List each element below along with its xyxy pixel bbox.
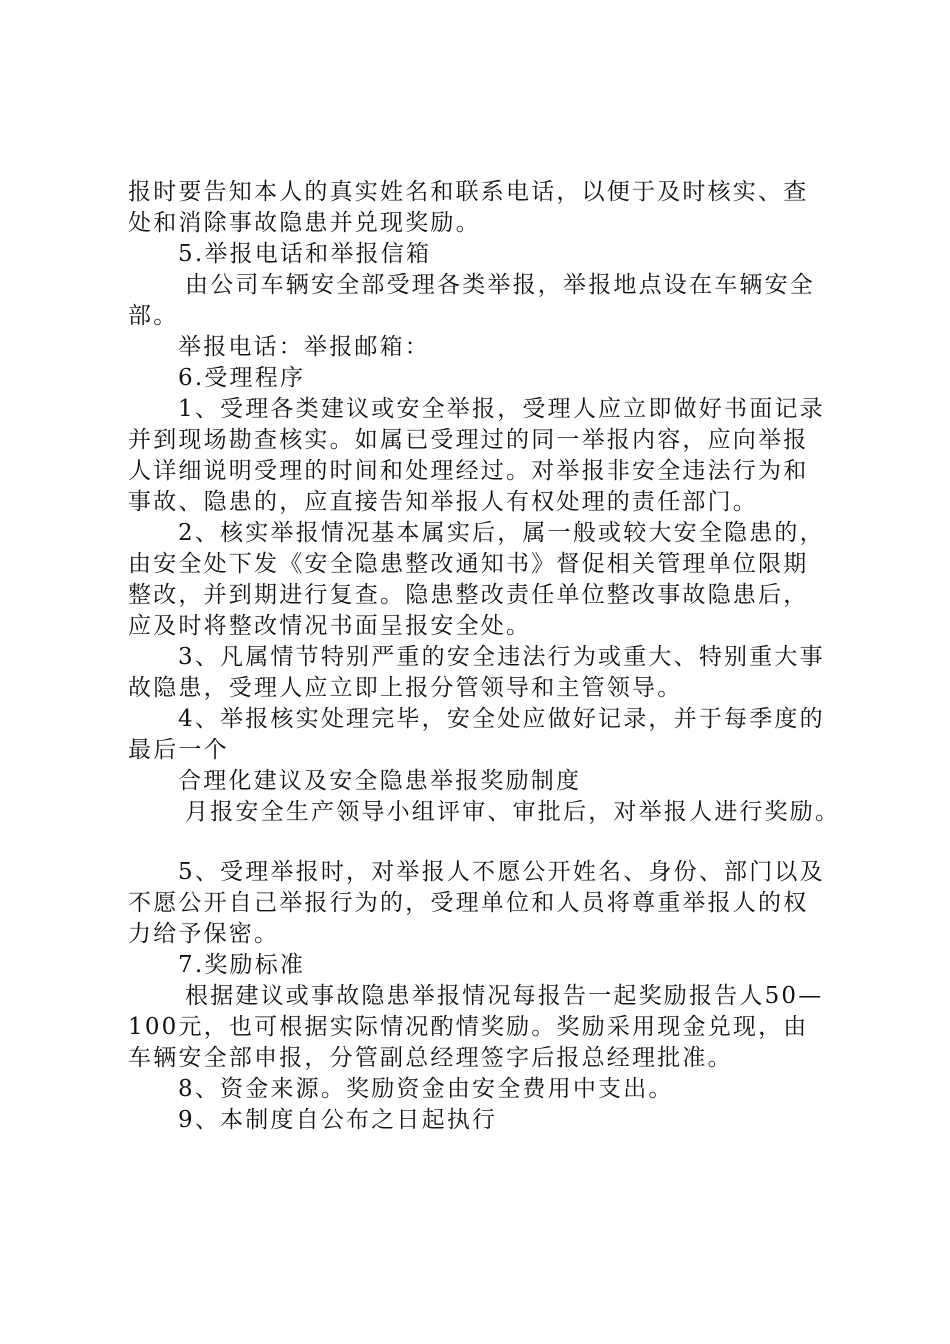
paragraph-line: 月报安全生产领导小组评审、审批后，对举报人进行奖励。 [185, 799, 841, 825]
paragraph-line: 2、核实举报情况基本属实后，属一般或较大安全隐患的， [178, 520, 825, 546]
paragraph-line: 3、凡属情节特别严重的安全违法行为或重大、特别重大事 [178, 644, 825, 670]
paragraph-line: 力给予保密。 [128, 921, 280, 947]
paragraph-line: 1、受理各类建议或安全举报，受理人应立即做好书面记录 [178, 396, 825, 422]
paragraph-line: 故隐患，受理人应立即上报分管领导和主管领导。 [128, 675, 683, 701]
paragraph-line: 处和消除事故隐患并兑现奖励。 [128, 210, 481, 236]
running-header: 合理化建议及安全隐患举报奖励制度 [178, 768, 582, 794]
paragraph-line: 8、资金来源。奖励资金由安全费用中支出。 [178, 1076, 674, 1102]
paragraph-line: 4、举报核实处理完毕，安全处应做好记录，并于每季度的 [178, 706, 825, 732]
paragraph-line: 9、本制度自公布之日起执行 [178, 1107, 498, 1133]
paragraph-line: 5、受理举报时，对举报人不愿公开姓名、身份、部门以及 [178, 859, 825, 885]
paragraph-line: 由公司车辆安全部受理各类举报，举报地点设在车辆安全 [185, 272, 815, 298]
paragraph-line: 报时要告知本人的真实姓名和联系电话，以便于及时核实、查 [128, 179, 809, 205]
paragraph-line: 并到现场勘查核实。如属已受理过的同一举报内容，应向举报 [128, 427, 809, 453]
paragraph-line: 人详细说明受理的时间和处理经过。对举报非安全违法行为和 [128, 458, 809, 484]
section-heading: 7.奖励标准 [178, 952, 306, 978]
paragraph-line: 举报电话：举报邮箱： [178, 334, 430, 360]
paragraph-line: 应及时将整改情况书面呈报安全处。 [128, 613, 532, 639]
section-heading: 5.举报电话和举报信箱 [178, 241, 432, 267]
paragraph-line: 车辆安全部申报，分管副总经理签字后报总经理批准。 [128, 1045, 733, 1071]
paragraph-line: 由安全处下发《安全隐患整改通知书》督促相关管理单位限期 [128, 551, 809, 577]
paragraph-line: 不愿公开自己举报行为的，受理单位和人员将尊重举报人的权 [128, 890, 809, 916]
paragraph-line: 事故、隐患的，应直接告知举报人有权处理的责任部门。 [128, 489, 758, 515]
paragraph-line: 100元，也可根据实际情况酌情奖励。奖励采用现金兑现，由 [128, 1014, 809, 1040]
paragraph-line: 部。 [128, 303, 179, 329]
paragraph-line: 最后一个 [128, 737, 229, 763]
section-heading: 6.受理程序 [178, 365, 306, 391]
paragraph-line: 整改，并到期进行复查。隐患整改责任单位整改事故隐患后， [128, 582, 809, 608]
paragraph-line: 根据建议或事故隐患举报情况每报告一起奖励报告人50— [185, 983, 824, 1009]
